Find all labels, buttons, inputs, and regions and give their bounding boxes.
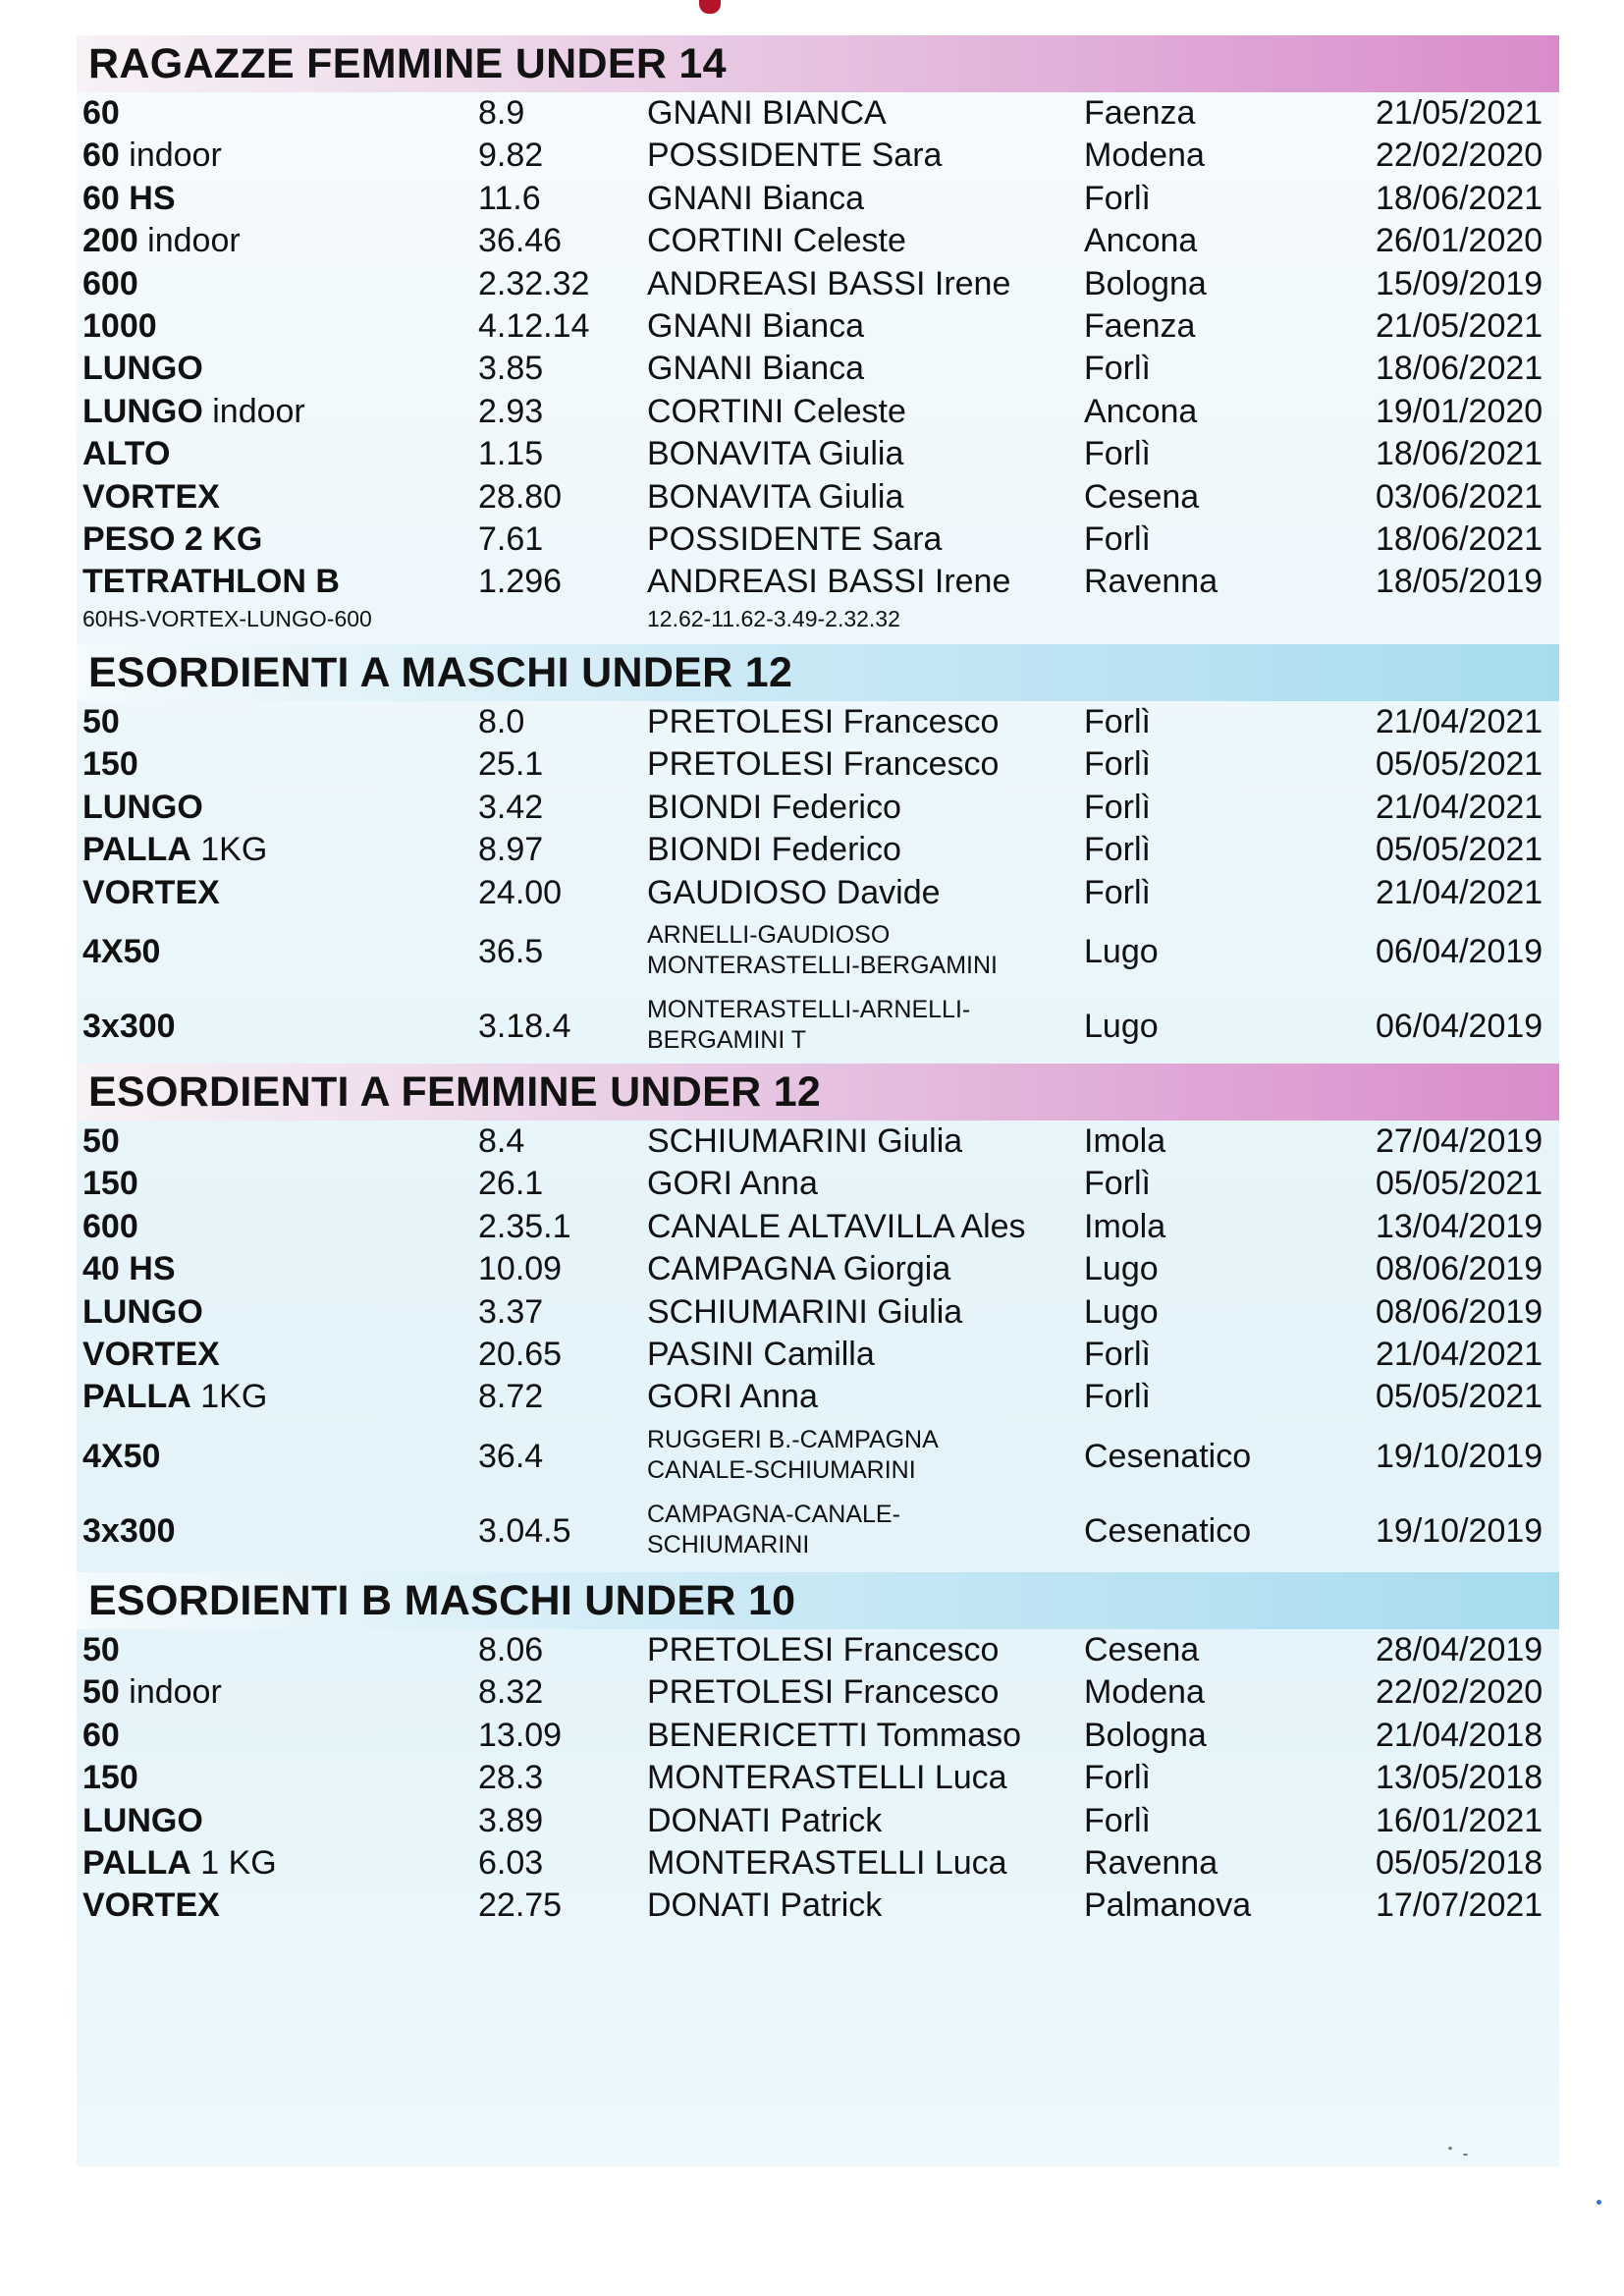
record-row — [77, 92, 1559, 135]
record-row — [77, 476, 1559, 519]
record-row — [77, 914, 1559, 989]
event-name: TETRATHLON B — [82, 563, 340, 601]
result-cell: 1.15 — [478, 435, 544, 473]
result-cell: 28.3 — [478, 1759, 544, 1797]
event-suffix: indoor — [202, 392, 305, 430]
event-name: 600 — [82, 1207, 138, 1245]
date-cell: 03/06/2021 — [1376, 477, 1543, 516]
record-row — [77, 1629, 1559, 1671]
event-cell — [82, 1629, 120, 1671]
date-cell: 21/04/2021 — [1376, 873, 1543, 911]
athlete-cell: BONAVITA Giulia — [647, 477, 904, 516]
event-suffix: 1KG — [190, 831, 268, 869]
date-cell: 15/09/2019 — [1376, 264, 1543, 302]
event-name: 4X50 — [82, 1437, 161, 1475]
athlete-cell: PRETOLESI Francesco — [647, 1673, 1000, 1712]
event-name: 150 — [82, 745, 138, 784]
athlete-line: CAMPAGNA-CANALE- — [647, 1500, 900, 1528]
event-cell — [82, 1291, 203, 1334]
city-cell: Ancona — [1084, 222, 1198, 260]
record-row — [77, 178, 1559, 220]
record-row — [77, 1206, 1559, 1248]
date-cell: 26/01/2020 — [1376, 222, 1543, 260]
result-cell: 8.0 — [478, 703, 525, 740]
record-row — [77, 433, 1559, 475]
city-cell: Forlì — [1084, 1759, 1151, 1797]
result-cell: 3.37 — [478, 1292, 544, 1331]
event-name: PESO 2 KG — [82, 519, 263, 558]
event-name: VORTEX — [82, 477, 220, 516]
result-cell: 26.1 — [478, 1165, 544, 1203]
athlete-cell — [647, 1500, 900, 1560]
athlete-cell: CORTINI Celeste — [647, 222, 906, 260]
city-cell: Forlì — [1084, 1165, 1151, 1203]
record-row — [77, 561, 1559, 603]
date-cell: 05/05/2021 — [1376, 1165, 1543, 1203]
result-cell: 8.97 — [478, 831, 544, 869]
event-name: LUNGO — [82, 392, 203, 430]
city-cell: Cesena — [1084, 1631, 1200, 1668]
result-cell: 8.4 — [478, 1122, 525, 1160]
date-cell: 06/04/2019 — [1376, 932, 1543, 970]
result-cell: 13.09 — [478, 1716, 563, 1754]
result-cell: 36.5 — [478, 932, 544, 970]
section-ragazze-femmine-u14 — [77, 35, 1559, 633]
date-cell: 08/06/2019 — [1376, 1250, 1543, 1288]
scan-speck — [1463, 2154, 1468, 2156]
city-cell: Cesena — [1084, 477, 1200, 516]
scan-speck — [1597, 2200, 1601, 2205]
date-cell: 21/04/2021 — [1376, 788, 1543, 826]
event-cell — [82, 1671, 222, 1714]
event-cell — [82, 433, 170, 475]
result-cell: 20.65 — [478, 1335, 563, 1373]
event-cell — [82, 263, 138, 305]
athlete-cell: BIONDI Federico — [647, 788, 901, 826]
record-row — [77, 1291, 1559, 1334]
city-cell: Forlì — [1084, 745, 1151, 784]
record-row — [77, 743, 1559, 786]
city-cell: Forlì — [1084, 831, 1151, 869]
date-cell: 06/04/2019 — [1376, 1007, 1543, 1045]
event-cell — [82, 743, 138, 786]
event-suffix: indoor — [119, 137, 222, 175]
athlete-cell: POSSIDENTE Sara — [647, 137, 943, 175]
record-row — [77, 989, 1559, 1064]
result-cell: 8.06 — [478, 1631, 544, 1668]
city-cell: Lugo — [1084, 1292, 1159, 1331]
date-cell: 18/05/2019 — [1376, 563, 1543, 601]
event-name: VORTEX — [82, 873, 220, 911]
event-name: LUNGO — [82, 1292, 203, 1331]
city-cell: Bologna — [1084, 1716, 1207, 1754]
athlete-cell: BENERICETTI Tommaso — [647, 1716, 1022, 1754]
city-cell: Forlì — [1084, 519, 1151, 558]
event-name: LUNGO — [82, 1801, 203, 1839]
event-cell — [82, 476, 220, 519]
record-row — [77, 1715, 1559, 1757]
athlete-cell — [647, 995, 970, 1056]
city-cell: Lugo — [1084, 1250, 1159, 1288]
result-cell: 8.32 — [478, 1673, 544, 1712]
result-cell: 36.46 — [478, 222, 563, 260]
date-cell: 19/10/2019 — [1376, 1511, 1543, 1550]
city-cell: Forlì — [1084, 1335, 1151, 1373]
result-cell: 8.72 — [478, 1378, 544, 1416]
record-row — [77, 1757, 1559, 1799]
event-cell — [82, 787, 203, 829]
event-suffix: indoor — [119, 1673, 222, 1712]
event-name: 60 HS — [82, 179, 176, 217]
athlete-cell: POSSIDENTE Sara — [647, 519, 943, 558]
result-cell: 2.35.1 — [478, 1207, 571, 1245]
city-cell: Modena — [1084, 137, 1205, 175]
record-row — [77, 1494, 1559, 1568]
event-cell — [82, 914, 160, 989]
record-row — [77, 1163, 1559, 1205]
result-cell: 3.42 — [478, 788, 544, 826]
date-cell: 13/05/2018 — [1376, 1759, 1543, 1797]
tetrathlon-results: 12.62-11.62-3.49-2.32.32 — [647, 605, 900, 631]
event-name: PALLA — [82, 1843, 191, 1882]
athlete-line: BERGAMINI T — [647, 1025, 807, 1054]
result-cell: 3.85 — [478, 350, 544, 388]
section-title: ESORDIENTI B MASCHI UNDER 10 — [77, 1572, 1559, 1629]
event-cell — [82, 519, 262, 561]
athlete-cell: GNANI Bianca — [647, 350, 865, 388]
event-cell — [82, 391, 305, 433]
athlete-line: ARNELLI-GAUDIOSO — [647, 920, 891, 949]
city-cell: Imola — [1084, 1122, 1166, 1160]
athlete-cell: CANALE ALTAVILLA Ales — [647, 1207, 1026, 1245]
athlete-line: CANALE-SCHIUMARINI — [647, 1455, 916, 1484]
athlete-cell: PRETOLESI Francesco — [647, 703, 1000, 740]
event-cell — [82, 1885, 220, 1927]
athlete-cell: CAMPAGNA Giorgia — [647, 1250, 951, 1288]
result-cell: 9.82 — [478, 137, 544, 175]
record-row — [77, 872, 1559, 914]
result-cell: 3.89 — [478, 1801, 544, 1839]
city-cell: Imola — [1084, 1207, 1166, 1245]
event-cell — [82, 872, 220, 914]
event-cell — [82, 1800, 203, 1842]
date-cell: 22/02/2020 — [1376, 137, 1543, 175]
city-cell: Forlì — [1084, 788, 1151, 826]
event-cell — [82, 561, 340, 603]
athlete-cell — [647, 920, 998, 981]
city-cell: Forlì — [1084, 873, 1151, 911]
event-cell — [82, 1248, 176, 1290]
record-row — [77, 1885, 1559, 1927]
athlete-cell: SCHIUMARINI Giulia — [647, 1292, 963, 1331]
athlete-cell: DONATI Patrick — [647, 1801, 883, 1839]
event-cell — [82, 1163, 138, 1205]
date-cell: 05/05/2021 — [1376, 831, 1543, 869]
athlete-line: MONTERASTELLI-BERGAMINI — [647, 951, 998, 979]
athlete-line: RUGGERI B.-CAMPAGNA — [647, 1425, 939, 1453]
section-title: RAGAZZE FEMMINE UNDER 14 — [77, 35, 1559, 92]
event-name: PALLA — [82, 831, 191, 869]
event-name: 1000 — [82, 306, 157, 345]
record-row — [77, 1419, 1559, 1494]
result-cell: 6.03 — [478, 1843, 544, 1882]
result-cell: 4.12.14 — [478, 306, 590, 345]
date-cell: 18/06/2021 — [1376, 435, 1543, 473]
record-row — [77, 1248, 1559, 1290]
city-cell: Palmanova — [1084, 1886, 1252, 1925]
date-cell: 18/06/2021 — [1376, 179, 1543, 217]
event-cell — [82, 829, 267, 871]
record-row — [77, 1842, 1559, 1885]
date-cell: 21/04/2018 — [1376, 1716, 1543, 1754]
date-cell: 21/04/2021 — [1376, 703, 1543, 740]
event-name: 600 — [82, 264, 138, 302]
result-cell: 1.296 — [478, 563, 563, 601]
record-row — [77, 519, 1559, 561]
event-name: ALTO — [82, 435, 171, 473]
athlete-line: MONTERASTELLI-ARNELLI- — [647, 995, 971, 1023]
section-esordienti-a-maschi-u12 — [77, 644, 1559, 1064]
record-row — [77, 1800, 1559, 1842]
event-name: 50 — [82, 1673, 120, 1712]
athlete-cell: MONTERASTELLI Luca — [647, 1759, 1007, 1797]
event-cell — [82, 305, 157, 348]
record-row — [77, 348, 1559, 390]
city-cell: Forlì — [1084, 703, 1151, 740]
record-row — [77, 1121, 1559, 1163]
athlete-cell: GORI Anna — [647, 1165, 818, 1203]
record-row — [77, 220, 1559, 262]
date-cell: 28/04/2019 — [1376, 1631, 1543, 1668]
event-cell — [82, 989, 176, 1064]
event-cell — [82, 135, 222, 177]
event-name: 150 — [82, 1759, 138, 1797]
athlete-cell: GNANI Bianca — [647, 179, 865, 217]
event-name: 50 — [82, 703, 120, 740]
result-cell: 3.18.4 — [478, 1007, 571, 1045]
event-suffix: 1KG — [190, 1378, 268, 1416]
date-cell: 21/04/2021 — [1376, 1335, 1543, 1373]
records-sheet — [77, 35, 1559, 2166]
record-row — [77, 1671, 1559, 1714]
athlete-cell: PRETOLESI Francesco — [647, 745, 1000, 784]
record-row — [77, 391, 1559, 433]
athlete-cell: ANDREASI BASSI Irene — [647, 563, 1011, 601]
event-name: 50 — [82, 1122, 120, 1160]
event-name: 60 — [82, 1716, 120, 1754]
city-cell: Lugo — [1084, 1007, 1159, 1045]
record-row — [77, 135, 1559, 177]
city-cell: Faenza — [1084, 94, 1196, 132]
city-cell: Ravenna — [1084, 563, 1218, 601]
tetrathlon-breakdown — [77, 604, 1559, 633]
city-cell: Forlì — [1084, 1801, 1151, 1839]
city-cell: Cesenatico — [1084, 1437, 1252, 1475]
event-name: VORTEX — [82, 1886, 220, 1925]
result-cell: 36.4 — [478, 1437, 544, 1475]
date-cell: 22/02/2020 — [1376, 1673, 1543, 1712]
athlete-cell: PRETOLESI Francesco — [647, 1631, 1000, 1668]
date-cell: 16/01/2021 — [1376, 1801, 1543, 1839]
result-cell: 8.9 — [478, 94, 525, 132]
event-cell — [82, 1419, 160, 1494]
record-row — [77, 829, 1559, 871]
tetrathlon-events: 60HS-VORTEX-LUNGO-600 — [82, 605, 372, 631]
city-cell: Modena — [1084, 1673, 1205, 1712]
event-name: LUNGO — [82, 788, 203, 826]
city-cell: Forlì — [1084, 1378, 1151, 1416]
record-row — [77, 1334, 1559, 1376]
date-cell: 21/05/2021 — [1376, 94, 1543, 132]
event-cell — [82, 348, 203, 390]
athlete-cell: DONATI Patrick — [647, 1886, 883, 1925]
event-suffix: 1 KG — [190, 1843, 277, 1882]
athlete-cell: GNANI BIANCA — [647, 94, 887, 132]
date-cell: 05/05/2021 — [1376, 1378, 1543, 1416]
event-cell — [82, 1334, 220, 1376]
city-cell: Ancona — [1084, 392, 1198, 430]
record-row — [77, 305, 1559, 348]
result-cell: 28.80 — [478, 477, 563, 516]
result-cell: 2.93 — [478, 392, 544, 430]
result-cell: 11.6 — [478, 179, 541, 217]
date-cell: 13/04/2019 — [1376, 1207, 1543, 1245]
city-cell: Lugo — [1084, 932, 1159, 970]
section-esordienti-b-maschi-u10 — [77, 1572, 1559, 1928]
date-cell: 27/04/2019 — [1376, 1122, 1543, 1160]
event-name: PALLA — [82, 1378, 191, 1416]
event-name: 3x300 — [82, 1007, 176, 1045]
event-cell — [82, 220, 241, 262]
event-cell — [82, 1715, 120, 1757]
event-cell — [82, 178, 176, 220]
city-cell: Cesenatico — [1084, 1511, 1252, 1550]
athlete-cell: PASINI Camilla — [647, 1335, 875, 1373]
event-name: 60 — [82, 137, 120, 175]
city-cell: Faenza — [1084, 306, 1196, 345]
record-row — [77, 1376, 1559, 1418]
event-name: 4X50 — [82, 932, 161, 970]
event-name: 60 — [82, 94, 120, 132]
result-cell: 22.75 — [478, 1886, 563, 1925]
city-cell: Forlì — [1084, 435, 1151, 473]
red-ink-mark — [699, 0, 721, 14]
date-cell: 05/05/2021 — [1376, 745, 1543, 784]
event-cell — [82, 1121, 120, 1163]
scan-speck — [1448, 2147, 1452, 2150]
event-name: 50 — [82, 1631, 120, 1668]
athlete-cell: ANDREASI BASSI Irene — [647, 264, 1011, 302]
athlete-cell: BONAVITA Giulia — [647, 435, 904, 473]
athlete-cell: GAUDIOSO Davide — [647, 873, 941, 911]
date-cell: 05/05/2018 — [1376, 1843, 1543, 1882]
section-title: ESORDIENTI A FEMMINE UNDER 12 — [77, 1064, 1559, 1121]
athlete-line: SCHIUMARINI — [647, 1530, 810, 1558]
date-cell: 19/10/2019 — [1376, 1437, 1543, 1475]
event-name: VORTEX — [82, 1335, 220, 1373]
city-cell: Bologna — [1084, 264, 1207, 302]
event-suffix: indoor — [137, 222, 241, 260]
athlete-cell: SCHIUMARINI Giulia — [647, 1122, 963, 1160]
date-cell: 18/06/2021 — [1376, 519, 1543, 558]
record-row — [77, 263, 1559, 305]
result-cell: 7.61 — [478, 519, 544, 558]
result-cell: 3.04.5 — [478, 1511, 571, 1550]
athlete-cell: BIONDI Federico — [647, 831, 901, 869]
event-cell — [82, 1757, 138, 1799]
athlete-cell: CORTINI Celeste — [647, 392, 906, 430]
athlete-cell: GNANI Bianca — [647, 306, 865, 345]
event-name: 150 — [82, 1165, 138, 1203]
event-name: 3x300 — [82, 1511, 176, 1550]
city-cell: Ravenna — [1084, 1843, 1218, 1882]
city-cell: Forlì — [1084, 350, 1151, 388]
event-cell — [82, 1842, 277, 1885]
event-cell — [82, 92, 120, 135]
athlete-cell — [647, 1425, 939, 1486]
event-cell — [82, 1494, 176, 1568]
date-cell: 21/05/2021 — [1376, 306, 1543, 345]
record-row — [77, 701, 1559, 743]
event-name: LUNGO — [82, 350, 203, 388]
athlete-cell: MONTERASTELLI Luca — [647, 1843, 1007, 1882]
city-cell: Forlì — [1084, 179, 1151, 217]
section-esordienti-a-femmine-u12 — [77, 1064, 1559, 1568]
date-cell: 18/06/2021 — [1376, 350, 1543, 388]
date-cell: 19/01/2020 — [1376, 392, 1543, 430]
result-cell: 24.00 — [478, 873, 563, 911]
date-cell: 17/07/2021 — [1376, 1886, 1543, 1925]
event-cell — [82, 1376, 267, 1418]
date-cell: 08/06/2019 — [1376, 1292, 1543, 1331]
result-cell: 25.1 — [478, 745, 544, 784]
event-name: 200 — [82, 222, 138, 260]
event-cell — [82, 1206, 138, 1248]
section-title: ESORDIENTI A MASCHI UNDER 12 — [77, 644, 1559, 701]
athlete-cell: GORI Anna — [647, 1378, 818, 1416]
record-row — [77, 787, 1559, 829]
event-name: 40 HS — [82, 1250, 176, 1288]
result-cell: 2.32.32 — [478, 264, 590, 302]
event-cell — [82, 701, 120, 743]
result-cell: 10.09 — [478, 1250, 563, 1288]
